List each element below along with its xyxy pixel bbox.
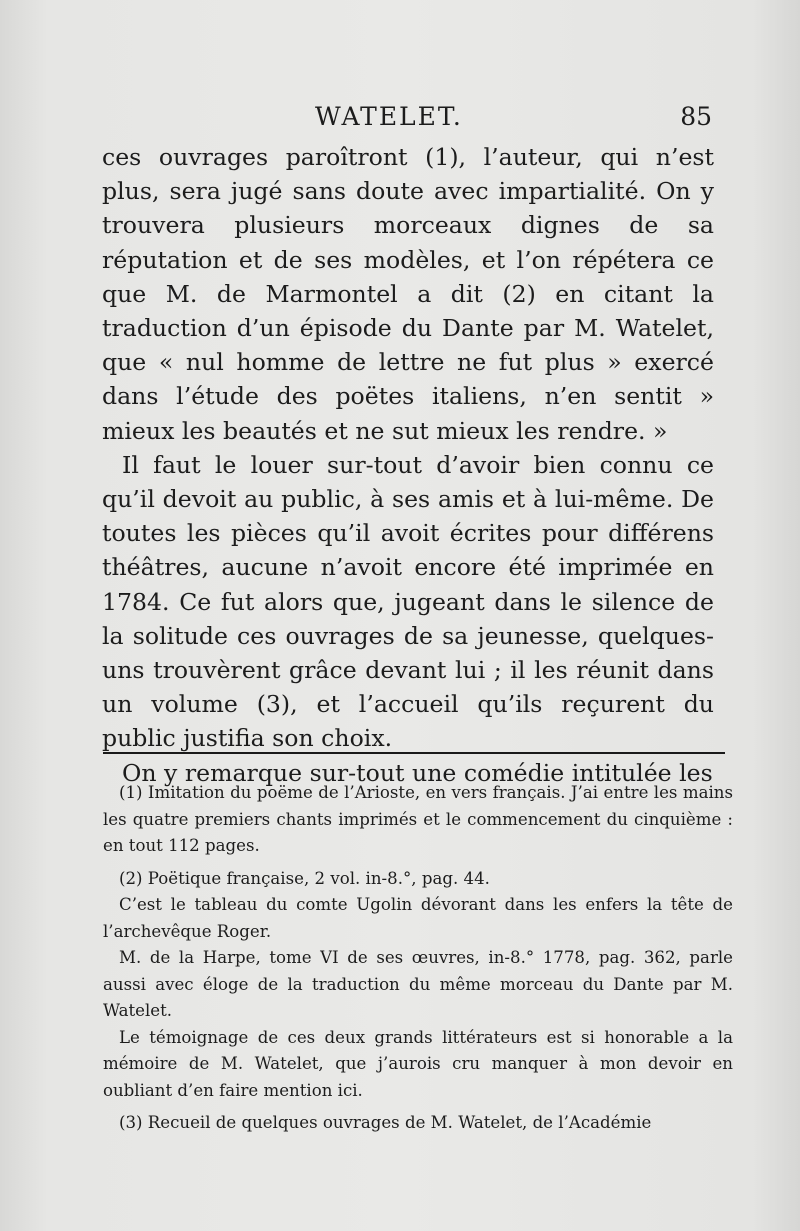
page-header: [100, 102, 712, 138]
paragraph: On y remarque sur-tout une comédie intitulée les: [122, 758, 713, 787]
footnotes: [103, 780, 733, 1137]
footnote: C’est le tableau du comte Ugolin dévorant dans les enfers la tête de l’archevêque Roger.: [103, 895, 733, 941]
footnote-separator: [103, 752, 725, 754]
paragraph: Il faut le louer sur-tout d’avoir bien connu ce qu’il devoit au public, à ses amis et à lui-même. De toutes les pièces qu’il avoit écrites pour différens théâtres, aucune n’avoit encore été imprimée en 1784. Ce fut alors que, jugeant dans le silence de la solitude ces ouvrages de sa jeunesse, quelques-uns trouvèrent grâce devant lui ; il les réunit dans un volume (3), et l’accueil qu’ils reçurent du public justifia son choix.: [102, 450, 714, 753]
main-text: [102, 140, 714, 790]
page-number: 85: [680, 102, 712, 131]
footnote: Le témoignage de ces deux grands littérateurs est si honorable a la mémoire de M. Watelet, que j’aurois cru manquer à mon devoir en oubliant d’en faire mention ici.: [103, 1027, 733, 1100]
footnote: (2) Poëtique française, 2 vol. in-8.°, pag. 44.: [119, 868, 490, 888]
footnote: (3) Recueil de quelques ouvrages de M. Watelet, de l’Académie: [119, 1113, 652, 1132]
running-title: WATELET.: [315, 102, 463, 131]
footnote: M. de la Harpe, tome VI de ses œuvres, in-8.° 1778, pag. 362, parle aussi avec éloge de la traduction du même morceau du Dante par M. Watelet.: [103, 948, 733, 1020]
paragraph: ces ouvrages paroîtront (1), l’auteur, qui n’est plus, sera jugé sans doute avec impartialité. On y trouvera plusieurs morceaux dignes de sa réputation et de ses modèles, et l’on répétera ce que M. de Marmontel a dit (2) en citant la traduction d’un épisode du Dante par M. Watelet, que « nul homme de lettre ne fut plus » exercé dans l’étude des poëtes italiens, n’en sentit » mieux les beautés et ne sut mieux les rendre. »: [102, 143, 714, 445]
footnote: (1) Imitation du poëme de l’Arioste, en vers français. J’ai entre les mains les quatre premiers chants imprimés et le commencement du cinquième : en tout 112 pages.: [103, 783, 733, 855]
